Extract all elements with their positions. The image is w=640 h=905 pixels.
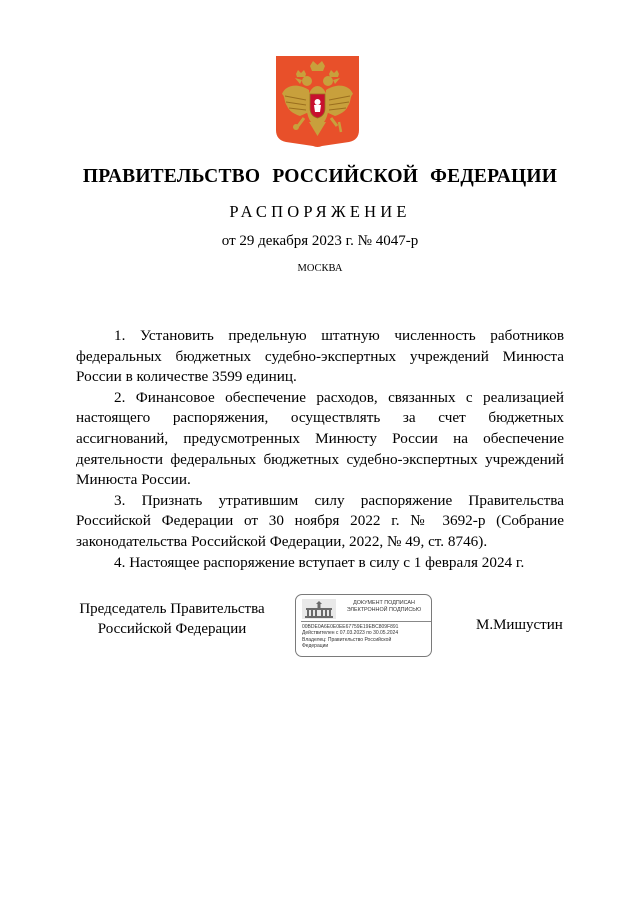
document-date-number: от 29 декабря 2023 г. № 4047-р <box>221 233 419 249</box>
stamp-details <box>302 624 430 650</box>
stamp-validity: Действителен с 07.03.2023 по 30.05.2024 <box>302 630 399 637</box>
paragraph-2: 2. Финансовое обеспечение расходов, связанных с реализацией настоящего распоряжения, осуществлять за счет бюджетных ассигнований, предусмотренных Минюсту России на обеспечение деятельности федеральных бюджетных судебно-экспертных учреждений Минюста России. <box>76 388 564 489</box>
stamp-divider <box>301 621 431 622</box>
document-city: МОСКВА <box>297 263 343 274</box>
government-building-icon <box>302 599 336 619</box>
document-type: РАСПОРЯЖЕНИЕ <box>229 202 411 221</box>
signer-position-line2: Российской Федерации <box>97 621 247 637</box>
signer-name: М.Мишустин <box>476 617 563 633</box>
coat-of-arms-icon <box>276 56 359 148</box>
stamp-owner-line2: Федерации <box>302 643 329 650</box>
electronic-signature-stamp <box>295 594 432 657</box>
signer-position <box>72 599 272 639</box>
paragraph-4: 4. Настоящее распоряжение вступает в силу с 1 февраля 2024 г. <box>114 553 525 571</box>
stamp-owner-line1: Владелец: Правительство Российской <box>302 636 392 643</box>
signer-position-line1: Председатель Правительства <box>79 601 265 617</box>
stamp-certificate: 00BDE0A6E0E0EE67759E19EBC809F891 <box>302 624 399 630</box>
document-authority-title: ПРАВИТЕЛЬСТВО РОССИЙСКОЙ ФЕДЕРАЦИИ <box>82 166 558 187</box>
stamp-title-line2: ЭЛЕКТРОННОЙ ПОДПИСЬЮ <box>346 607 422 613</box>
stamp-title-line1: ДОКУМЕНТ ПОДПИСАН <box>353 600 415 606</box>
stamp-title <box>338 600 430 614</box>
paragraph-1: 1. Установить предельную штатную численность работников федеральных бюджетных судебно-экспертных учреждений Минюста России в количестве 3599 единиц. <box>76 327 564 386</box>
document-body <box>76 326 564 573</box>
paragraph-3: 3. Признать утратившим силу распоряжение Правительства Российской Федерации от 30 ноября 2022 г. № 3692-р (Собрание законодательства Российской Федерации, 2022, № 49, ст. 8746). <box>76 491 564 550</box>
